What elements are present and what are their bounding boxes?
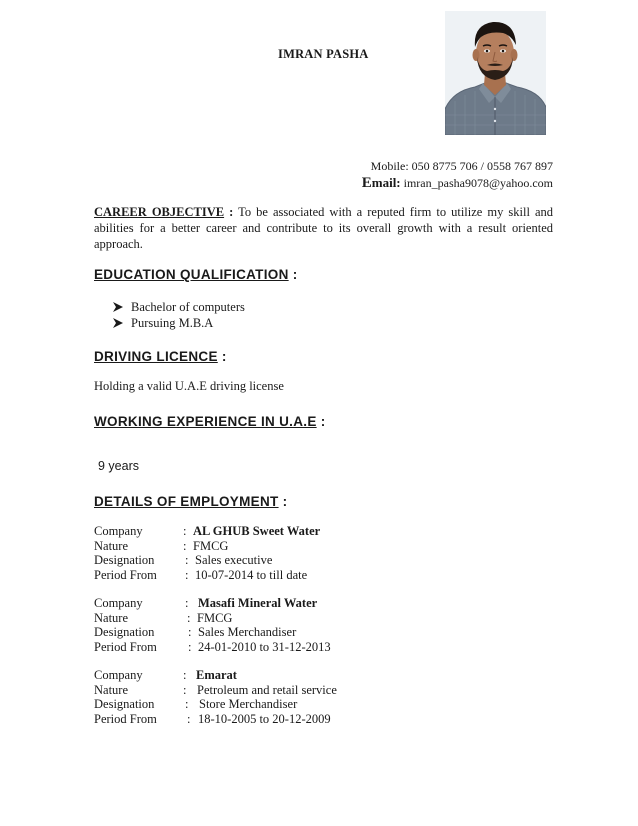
career-objective — [94, 204, 553, 252]
experience-years: 9 years — [98, 459, 139, 473]
field-separator: : — [188, 639, 192, 654]
field-separator: : — [183, 682, 187, 697]
nature-value: Petroleum and retail service — [197, 682, 337, 697]
arrow-bullet-icon — [113, 299, 131, 315]
education-heading-separator: : — [292, 267, 298, 282]
field-separator: : — [185, 567, 189, 582]
company-label: Company — [94, 524, 143, 538]
list-item — [113, 315, 245, 331]
nature-label: Nature — [94, 682, 129, 697]
field-separator: : — [185, 553, 189, 567]
experience-heading-separator: : — [320, 414, 326, 429]
period-value: 10-07-2014 to till date — [195, 567, 308, 582]
candidate-name: IMRAN PASHA — [278, 47, 369, 61]
email-label-initial: E — [361, 175, 372, 191]
period-value: 18-10-2005 to 20-12-2009 — [198, 711, 331, 726]
period-label: Period From — [94, 711, 157, 726]
company-value: Emarat — [196, 668, 237, 682]
company-value: Masafi Mineral Water — [198, 596, 318, 610]
period-value: 24-01-2010 to 31-12-2013 — [198, 639, 331, 654]
driving-heading — [94, 349, 227, 364]
employment-heading — [94, 494, 287, 509]
driving-heading-separator: : — [221, 349, 227, 364]
period-label: Period From — [94, 567, 157, 582]
career-objective-separator: : — [229, 205, 234, 219]
field-separator: : — [183, 538, 187, 553]
list-item — [113, 299, 245, 315]
company-label: Company — [94, 596, 143, 610]
field-separator: : — [183, 524, 187, 538]
education-item-label: Bachelor of computers — [131, 299, 245, 314]
education-item-label: Pursuing M.B.A — [131, 315, 214, 330]
company-label: Company — [94, 668, 143, 682]
email-label-rest: mail: — [371, 175, 401, 190]
field-separator: : — [188, 625, 192, 639]
designation-value: Store Merchandiser — [199, 697, 298, 711]
nature-value: FMCG — [193, 538, 229, 553]
designation-value: Sales executive — [195, 553, 273, 567]
email-line — [362, 175, 553, 192]
designation-value: Sales Merchandiser — [198, 625, 297, 639]
driving-heading-title: DRIVING LICENCE — [94, 349, 218, 364]
email-label — [362, 175, 401, 190]
nature-value: FMCG — [197, 610, 233, 625]
designation-label: Designation — [94, 697, 155, 711]
employment-heading-title: DETAILS OF EMPLOYMENT — [94, 494, 279, 509]
driving-text: Holding a valid U.A.E driving license — [94, 379, 284, 393]
nature-label: Nature — [94, 538, 129, 553]
education-list — [113, 299, 245, 331]
education-heading — [94, 267, 298, 282]
employment-heading-separator: : — [282, 494, 288, 509]
profile-photo — [445, 11, 546, 135]
field-separator: : — [187, 610, 191, 625]
career-objective-heading: CAREER OBJECTIVE — [94, 205, 225, 219]
period-label: Period From — [94, 639, 157, 654]
field-separator: : — [185, 596, 189, 610]
mobile-number: Mobile: 050 8775 706 / 0558 767 897 — [370, 159, 553, 173]
profile-photo-illustration — [445, 11, 546, 135]
email-address: imran_pasha9078@yahoo.com — [403, 176, 553, 190]
arrow-bullet-icon — [113, 315, 131, 331]
field-separator: : — [183, 668, 187, 682]
field-separator: : — [187, 711, 191, 726]
designation-label: Designation — [94, 553, 155, 567]
designation-label: Designation — [94, 625, 155, 639]
nature-label: Nature — [94, 610, 129, 625]
field-separator: : — [185, 697, 189, 711]
company-value: AL GHUB Sweet Water — [193, 524, 321, 538]
career-objective-text: To be associated with a reputed firm to utilize my skill and abilities for a better career and contribute to its overall growth with a result oriented approach. — [94, 205, 554, 251]
experience-heading — [94, 414, 325, 429]
experience-heading-title: WORKING EXPERIENCE IN U.A.E — [94, 414, 317, 429]
education-heading-title: EDUCATION QUALIFICATION — [94, 267, 289, 282]
